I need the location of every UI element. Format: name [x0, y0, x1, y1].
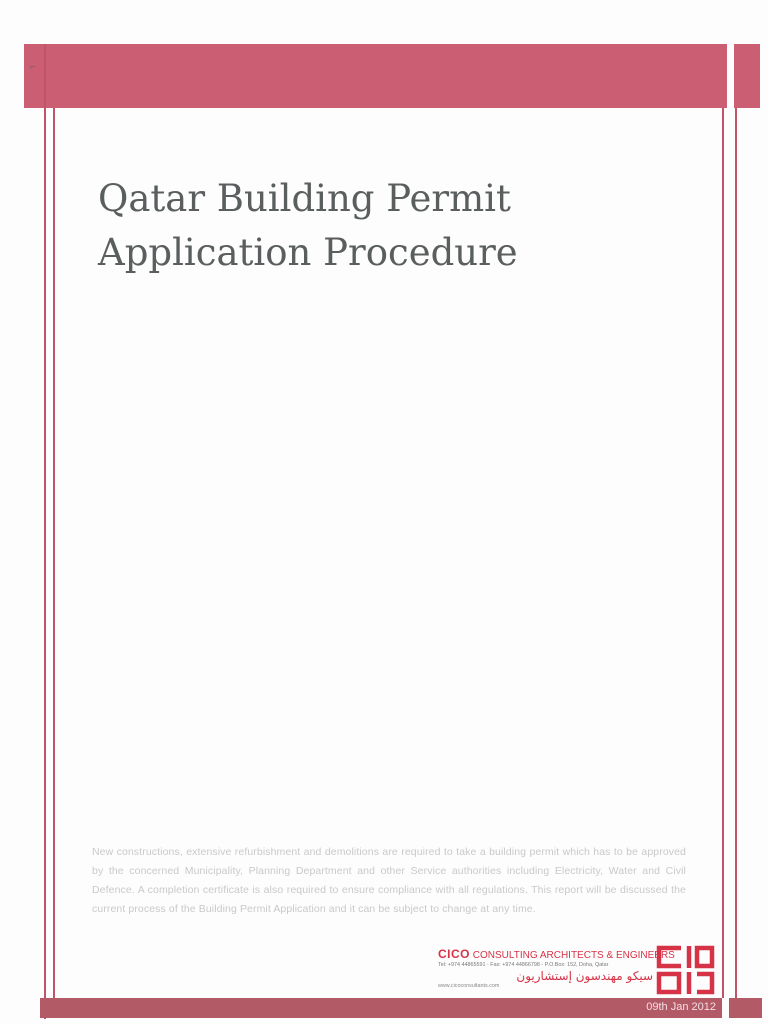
left-border-line-inner [53, 108, 55, 998]
right-border-line-inner [722, 108, 724, 998]
title-line-1: Qatar Building Permit [98, 177, 511, 220]
top-band-gap [727, 44, 734, 108]
company-info [438, 947, 675, 995]
document-title [98, 172, 658, 280]
company-name-line [438, 947, 675, 961]
intro-paragraph: New constructions, extensive refurbishment and demolitions are required to take a building permit which has to be approved by the concerned Municipality, Planning Department and other Service authorities including Electricity, Water and Civil Defence. A completion certificate is also required to ensure compliance with all regulations. This report will be discussed the current process of the Building Permit Application and it can be subject to change at any time. [92, 846, 686, 915]
document-date: 09th Jan 2012 [646, 1001, 716, 1013]
bottom-band-gap [722, 998, 729, 1018]
company-tagline: CONSULTING ARCHITECTS & ENGINEERS [472, 950, 675, 961]
company-arabic-name: سيكو مهندسون إستشاريون [516, 969, 653, 983]
right-border-line-outer [735, 108, 737, 998]
scan-mark-icon: ⌐ [30, 62, 36, 73]
company-name: CICO [438, 947, 470, 961]
left-border-line-outer [44, 44, 46, 1019]
top-header-band [24, 44, 760, 108]
company-contact: Tel: +974 44865591 - Fax: +974 44866798 - P.O.Box: 152, Doha, Qatar [438, 962, 609, 968]
cico-logo-icon [655, 944, 715, 996]
title-line-2: Application Procedure [98, 231, 518, 274]
company-website: www.cicoconsultants.com [438, 983, 500, 989]
